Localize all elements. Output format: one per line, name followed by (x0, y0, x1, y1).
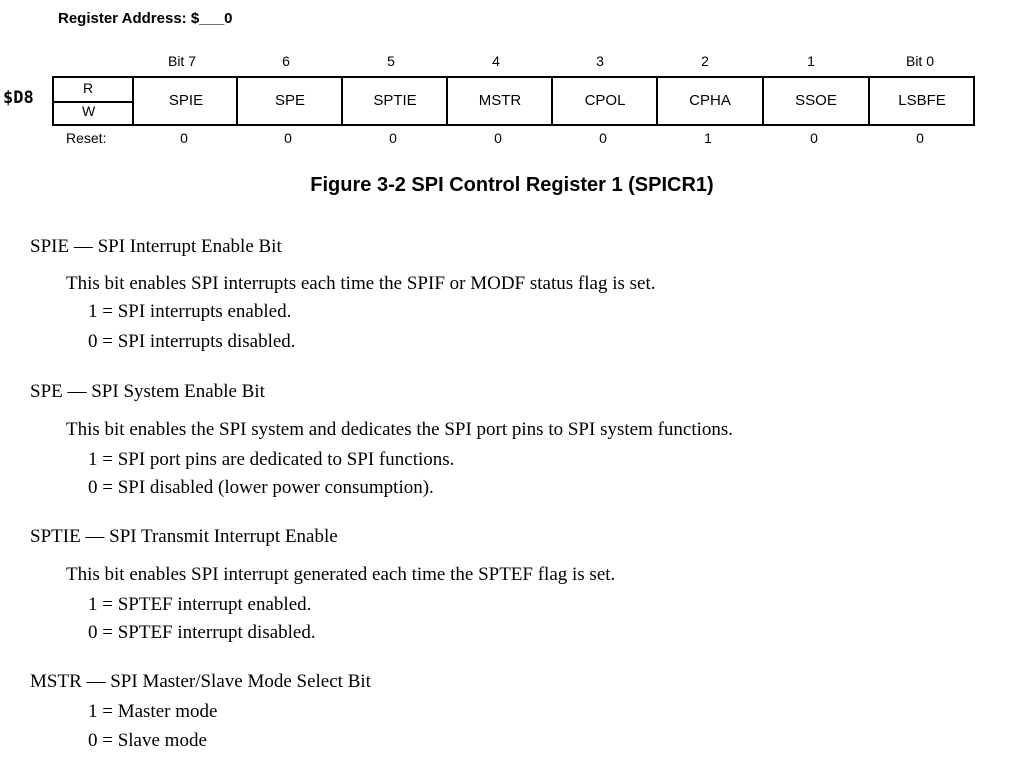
reset-value-bit3: 0 (599, 130, 607, 146)
bit-number-5: 5 (387, 53, 395, 69)
reset-value-bit2: 1 (704, 130, 712, 146)
bit-number-4: 4 (492, 53, 500, 69)
section-text-spie: This bit enables SPI interrupts each time the SPIF or MODF status flag is set. (66, 273, 656, 294)
section-text-spe: This bit enables the SPI system and dedicates the SPI port pins to SPI system functions. (66, 419, 734, 440)
bit-number-3: 3 (596, 53, 604, 69)
section-option-spie-1: 1 = SPI interrupts enabled. (88, 301, 292, 322)
section-option-spie-0: 0 = SPI interrupts disabled. (88, 331, 296, 352)
figure-caption: Figure 3-2 SPI Control Register 1 (SPICR1) (310, 174, 714, 196)
section-option-mstr-1: 1 = Master mode (88, 701, 218, 722)
reset-value-bit6: 0 (284, 130, 292, 146)
reset-value-bit0: 0 (916, 130, 924, 146)
section-title-spe: SPE — SPI System Enable Bit (30, 381, 265, 402)
bit-number-2: 2 (701, 53, 709, 69)
bit-number-1: 1 (807, 53, 815, 69)
reset-label: Reset: (66, 130, 107, 146)
reset-value-bit7: 0 (180, 130, 188, 146)
register-address-label: Register Address: $___0 (58, 10, 233, 27)
reset-value-bit5: 0 (389, 130, 397, 146)
section-title-sptie: SPTIE — SPI Transmit Interrupt Enable (30, 526, 338, 547)
section-option-sptie-0: 0 = SPTEF interrupt disabled. (88, 622, 316, 643)
register-hex-address: $D8 (3, 88, 34, 108)
section-option-spe-1: 1 = SPI port pins are dedicated to SPI functions. (88, 449, 455, 470)
bit-name-cpol: CPOL (584, 92, 626, 109)
rw-read-label: R (83, 80, 94, 96)
bit-name-spe: SPE (274, 92, 305, 109)
rw-write-label: W (82, 103, 96, 119)
section-option-sptie-1: 1 = SPTEF interrupt enabled. (88, 594, 312, 615)
bit-name-sptie: SPTIE (373, 92, 417, 109)
section-option-spe-0: 0 = SPI disabled (lower power consumption). (88, 477, 434, 498)
reset-value-bit4: 0 (494, 130, 502, 146)
bit-number-7: Bit 7 (167, 53, 196, 69)
bit-number-6: 6 (282, 53, 290, 69)
section-title-mstr: MSTR — SPI Master/Slave Mode Select Bit (30, 671, 371, 692)
section-title-spie: SPIE — SPI Interrupt Enable Bit (30, 236, 282, 257)
section-option-mstr-0: 0 = Slave mode (88, 730, 207, 751)
bit-name-mstr: MSTR (478, 92, 522, 109)
reset-value-bit1: 0 (810, 130, 818, 146)
bit-name-ssoe: SSOE (795, 92, 837, 109)
bit-name-spie: SPIE (168, 92, 204, 109)
bit-name-cpha: CPHA (689, 92, 731, 109)
register-bit-table (52, 76, 975, 126)
bit-name-lsbfe: LSBFE (898, 92, 946, 109)
bit-number-0: Bit 0 (905, 53, 934, 69)
section-text-sptie: This bit enables SPI interrupt generated each time the SPTEF flag is set. (66, 564, 616, 585)
